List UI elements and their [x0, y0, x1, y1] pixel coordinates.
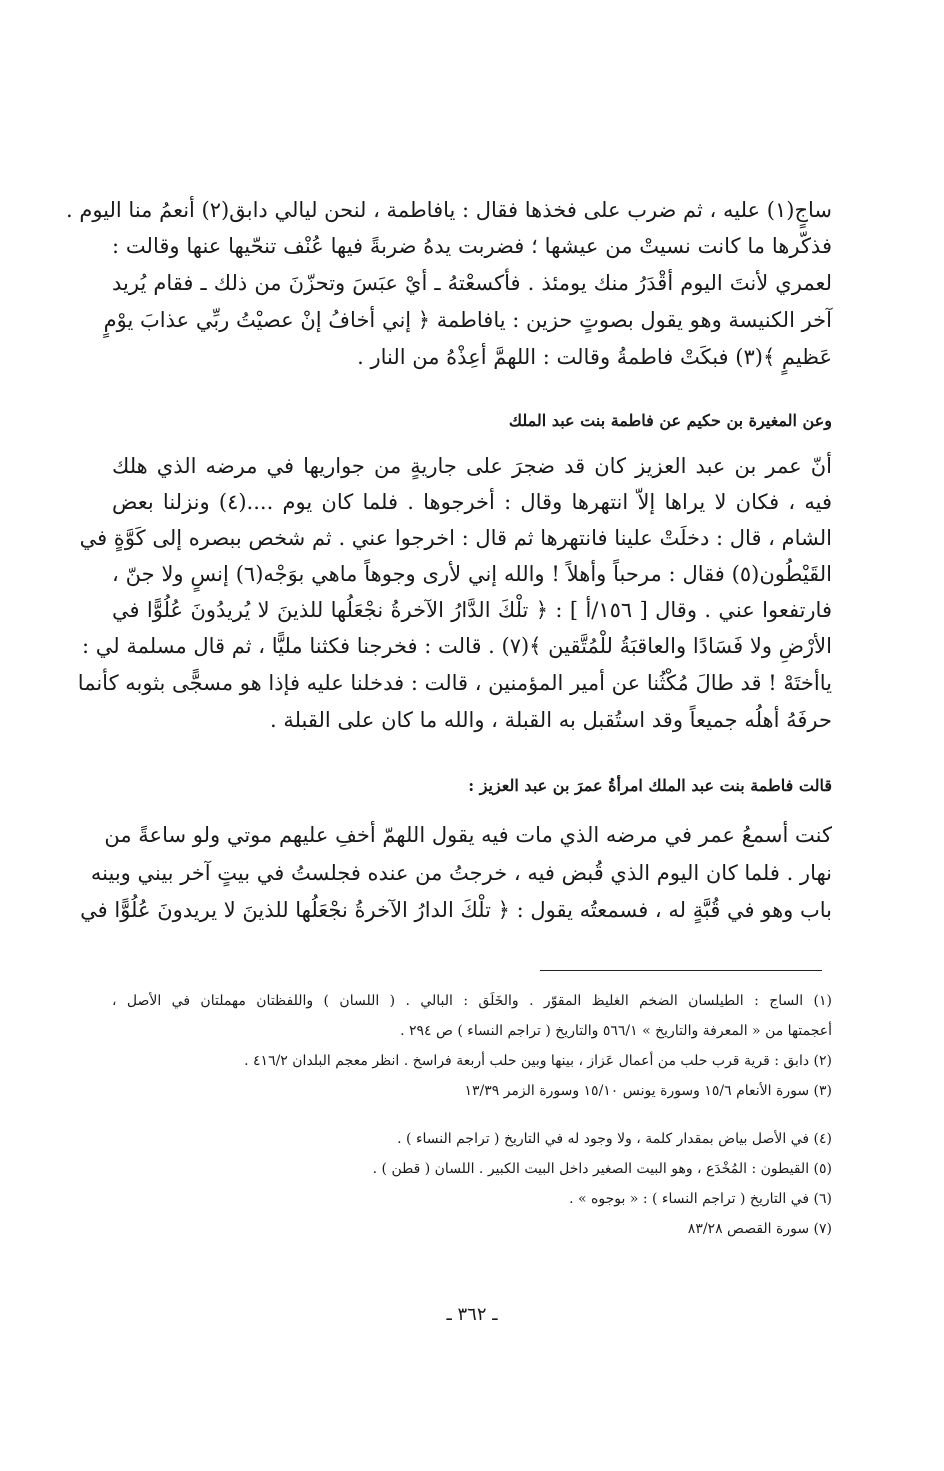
body-text-line: الأرْضِ ولا فَسَادًا والعاقبَةُ للْمُتَّقين ﴾(٧) . قالت : فخرجنا فكثنا مليًّا ، ثم قال مسلمة لي : — [82, 634, 832, 658]
body-text-line: كنت أسمعُ عمر في مرضه الذي مات فيه يقول اللهمّ أخفِ عليهم موتي ولو ساعةً من — [104, 823, 832, 847]
body-text-line: ساجٍ(١) عليه ، ثم ضرب على فخذها فقال : يافاطمة ، لنحن ليالي دابق(٢) أنعمُ منا اليوم . — [65, 198, 832, 222]
body-text-line: فيه ، فكان لا يراها إلاّ انتهرها وقال : أخرجوها . فلما كان يوم ....(٤) ونزلنا بعض — [112, 490, 832, 514]
body-text-line: أنّ عمر بن عبد العزيز كان قد ضجرَ على جاريةٍ من جواريها في مرضه الذي هلك — [112, 454, 832, 478]
footnote: (٢) دابق : قرية قرب حلب من أعمال عَزاز ، بينها وبين حلب أربعة فراسخ . انظر معجم البلدان ٤١٦/٢ . — [244, 1053, 832, 1069]
body-text-line: فذكّرها ما كانت نسيتْ من عيشها ؛ فضربت يدهُ ضربةً فيها عُنْف تنحّيها عنها وقالت : — [112, 234, 832, 258]
footnote: (١) الساج : الطيلسان الضخم الغليظ المقوّر . والخَلَق : البالي . ( اللسان ) واللفظتان مهملتان في الأصل ، — [112, 993, 832, 1009]
section-heading: وعن المغيرة بن حكيم عن فاطمة بنت عبد الملك — [508, 411, 832, 430]
body-text-line: القَيْطُون(٥) فقال : مرحباً وأهلاً ! والله إني لأرى وجوهاً ماهي بوَجْه(٦) إنسٍ ولا جنّ ، — [112, 562, 833, 586]
footnote: (٧) سورة القصص ٨٣/٢٨ — [687, 1221, 832, 1237]
section-heading: قالت فاطمة بنت عبد الملك امرأةُ عمرَ بن عبد العزيز : — [468, 776, 832, 795]
footnote: (٣) سورة الأنعام ١٥/٦ وسورة يونس ١٥/١٠ وسورة الزمر ١٣/٣٩ — [464, 1083, 832, 1099]
body-text-line: حرفَهُ أهلُه جميعاً وقد استُقبل به القبلة ، والله ما كان على القبلة . — [270, 708, 832, 732]
page-number: ـ ٣٦٢ ـ — [446, 1304, 498, 1325]
body-text-line: باب وهو في قُبَّةٍ له ، فسمعتُه يقول : ﴿ تلْكَ الدارُ الآخرةُ نجْعَلُها للذينَ لا يريدونَ عُلُوًّا في — [80, 898, 832, 922]
body-text-line: فارتفعوا عني . وقال [ ١٥٦/أ ] : ﴿ تلْكَ الدَّارُ الآخرةُ نجْعَلُها للذينَ لا يُريدُونَ عُلُوًّا في — [112, 598, 832, 622]
footnote: (٤) في الأصل بياض بمقدار كلمة ، ولا وجود له في التاريخ ( تراجم النساء ) . — [397, 1131, 832, 1147]
body-text-line: عَظيمٍ ﴾(٣) فبكَتْ فاطمةُ وقالت : اللهمَّ أعِذْهُ من النار . — [357, 345, 832, 369]
footnote: أعجمتها من « المعرفة والتاريخ » ٥٦٦/١ والتاريخ ( تراجم النساء ) ص ٢٩٤ . — [400, 1023, 832, 1039]
body-text-line: نهار . فلما كان اليوم الذي قُبض فيه ، خرجتُ من عنده فجلستُ في بيتٍ آخر بيني وبينه — [90, 861, 832, 885]
footnote: (٦) في التاريخ ( تراجم النساء ) : « بوجوه » . — [569, 1191, 832, 1207]
body-text-line: آخر الكنيسة وهو يقول بصوتٍ حزين : يافاطمة ﴿ إني أخافُ إنْ عصيْتُ ربِّي عذابَ يوْمٍ — [103, 308, 832, 332]
body-text-line: لعمري لأنتَ اليوم أقْدَرُ منك يومئذ . فأكسعْتهُ ـ أيْ عبَسَ وتحزّنَ من ذلك ـ فقام يُريد — [112, 271, 832, 295]
footnote: (٥) القيطون : المُخْدَع ، وهو البيت الصغير داخل البيت الكبير . اللسان ( قطن ) . — [372, 1161, 832, 1177]
footnote-separator — [540, 970, 822, 971]
body-text-line: ياأختَهْ ! قد طالَ مُكْثُنا عن أمير المؤمنين ، قالت : فدخلنا عليه فإذا هو مسجًّى بثوبه كأنما — [77, 671, 832, 695]
body-text-line: الشام ، قال : دخلَتْ علينا فانتهرها ثم قال : اخرجوا عني . ثم شخص ببصره إلى كَوَّةٍ في — [79, 526, 832, 550]
